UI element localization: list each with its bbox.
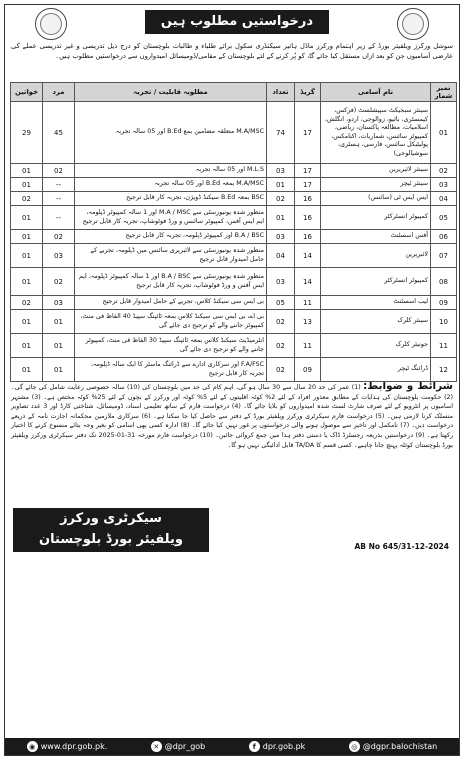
table-row (11, 206, 457, 230)
social-link[interactable] (27, 741, 108, 752)
qualification-cell: M.A/MSC بمعہ B.Ed اور 05 سالہ تجربہ (75, 178, 267, 192)
signature-line-1: سیکرٹری ورکرز (60, 511, 162, 526)
social-label: dpr.gob.pk (262, 742, 306, 751)
post-cell: ایس ایس ٹی (سائنس) (321, 192, 431, 206)
terms-body: (1) عمر کی حد 20 سال سے 30 سال ہو گی، اہم کام کی حد میں بلوچستان کی (10) سالہ خصوصی رعایت شامل کی جائے گی۔ (2) حکومت بلوچستان کی ہدایات کے مطابق معذور افراد کے لئے 2% کوٹہ اقلیتوں کے لئے 5% کوٹہ اور ورکرز کے بچوں کے لئے 25% کوٹہ مختص ہے۔ (3) مشتہر اسامیوں پر انٹرویو کے لئے صرف شارٹ لسٹ شدہ امیدواروں کو بلایا جائے گا۔ (4) درخواست فارم کے ساتھ تعلیمی اسناد، ڈومیسائل، شناختی کارڈ اور 3 عدد تصاویر منسلک کرنا لازمی ہیں۔ (5) درخواست فارم سیکرٹری ورکرز ویلفیئر بورڈ کے دفتر سے حاصل کیا جا سکتا ہے۔ (6) سرکاری ملازمین محکمانہ اجازت نامہ کے ذریعے درخواست دیں۔ (7) نامکمل اور تاخیر سے موصول ہونے والی درخواستوں پر غور نہیں کیا جائے گا۔ (8) ادارہ کسی بھی اسامی کو بغیر وجہ بتائے منسوخ کرنے کا اختیار رکھتا ہے۔ (9) درخواستیں بذریعہ رجسٹرڈ ڈاک یا دستی دفتر ہذا میں جمع کروائی جائیں۔ (10) درخواست فارم مورخہ 31-01-2025 تک دفتر سیکرٹری ورکرز ویلفیئر بورڈ بلوچستان کوئٹہ پہنچ جانا چاہیے۔ کسی قسم کا TA/DA قابل ادائیگی نہیں ہو گا۔ (11, 384, 454, 449)
table-row (11, 192, 457, 206)
male-cell: 03 (43, 244, 75, 268)
page-title: درخواستیں مطلوب ہیں (145, 10, 329, 34)
grade-cell: 11 (295, 296, 321, 310)
header-female: خواتین (11, 83, 43, 102)
post-cell: جونیئر کلرک (321, 334, 431, 358)
male-cell: -- (43, 206, 75, 230)
advertisement-page (4, 4, 460, 756)
twitter-icon: ✕ (151, 741, 162, 752)
qualification-cell: F.A/FSC اور سرکاری ادارے سے ڈرائنگ ماسٹر کا ایک سالہ ڈپلومہ، تجربہ کار قابل ترجیح (75, 358, 267, 382)
post-cell: لیب اسسٹنٹ (321, 296, 431, 310)
serial-cell: 06 (431, 230, 457, 244)
ad-number: AB No 645/31-12-2024 (354, 542, 449, 551)
total-cell: 02 (267, 334, 295, 358)
serial-cell: 11 (431, 334, 457, 358)
post-cell: سینئر لائبریرین (321, 164, 431, 178)
header-male: مرد (43, 83, 75, 102)
serial-cell: 05 (431, 206, 457, 230)
total-cell: 03 (267, 164, 295, 178)
footer (5, 506, 459, 562)
post-cell: آفس اسسٹنٹ (321, 230, 431, 244)
header-serial: نمبر شمار (431, 83, 457, 102)
social-label: www.dpr.gob.pk. (40, 742, 108, 751)
post-cell: کمپیوٹر انسٹرکٹر (321, 206, 431, 230)
female-cell: 01 (11, 178, 43, 192)
serial-cell: 02 (431, 164, 457, 178)
post-cell: لائبریرین (321, 244, 431, 268)
table-row (11, 230, 457, 244)
qualification-cell: منظور شدہ یونیورسٹی سے B.A / BSC اور 1 سالہ کمپیوٹر ڈپلومہ، ایم ایس آفس و ورڈ فوٹوشاپ، تجربہ کار قابل ترجیح (75, 268, 267, 296)
table-row (11, 334, 457, 358)
male-cell: 01 (43, 358, 75, 382)
serial-cell: 07 (431, 244, 457, 268)
terms-title: شرائط و ضوابط: (363, 382, 453, 392)
total-cell: 05 (267, 296, 295, 310)
female-cell: 01 (11, 310, 43, 334)
male-cell: 03 (43, 296, 75, 310)
grade-cell: 16 (295, 230, 321, 244)
board-logo (397, 8, 429, 40)
grade-cell: 16 (295, 206, 321, 230)
qualification-cell: بی ایس سی سیکنڈ کلاس، تجربے کے حامل امیدوار قابل ترجیح (75, 296, 267, 310)
serial-cell: 12 (431, 358, 457, 382)
table-header-row (11, 83, 457, 102)
post-cell: سینئر ٹیچر (321, 178, 431, 192)
table-row (11, 296, 457, 310)
qualification-cell: انٹرمیڈیٹ سیکنڈ کلاس بمعہ ٹائپنگ سپیڈ 30 الفاظ فی منٹ، کمپیوٹر جاننے والے کو ترجیح دی جائے گی (75, 334, 267, 358)
social-link[interactable] (151, 741, 206, 752)
table-row (11, 358, 457, 382)
qualification-cell: منظور شدہ یونیورسٹی سے لائبریری سائنس میں ڈپلومہ، تجربے کے حامل امیدوار قابل ترجیح (75, 244, 267, 268)
total-cell: 04 (267, 244, 295, 268)
post-cell: کمپیوٹر انسٹرکٹر (321, 268, 431, 296)
qualification-cell: B.A / BSC اور کمپیوٹر ڈپلومہ، تجربہ کار قابل ترجیح (75, 230, 267, 244)
grade-cell: 11 (295, 334, 321, 358)
instagram-icon: ◎ (349, 741, 360, 752)
table-row (11, 178, 457, 192)
serial-cell: 01 (431, 102, 457, 164)
signature-line-2: ویلفیئر بورڈ بلوچستان (39, 532, 183, 547)
qualification-cell: M.A/MSC متعلقہ مضامین بمع B.Ed اور 05 سالہ تجربہ (75, 102, 267, 164)
total-cell: 02 (267, 310, 295, 334)
serial-cell: 10 (431, 310, 457, 334)
terms-section (5, 382, 459, 506)
total-cell: 74 (267, 102, 295, 164)
grade-cell: 09 (295, 358, 321, 382)
female-cell: 29 (11, 102, 43, 164)
qualification-cell: M.L.S اور 05 سالہ تجربہ (75, 164, 267, 178)
female-cell: 01 (11, 244, 43, 268)
header-total: تعداد (267, 83, 295, 102)
male-cell: 02 (43, 268, 75, 296)
table-row (11, 244, 457, 268)
male-cell: 02 (43, 164, 75, 178)
social-bar (5, 738, 459, 755)
female-cell: 01 (11, 334, 43, 358)
post-cell: سینئر سبجیکٹ سپیشلسٹ (فزکس، کیمسٹری، بائیو، زوالوجی، اردو، انگلش، اسلامیات، مطالعہ پاکستان، ریاضی، کمپیوٹر سائنس، شماریات، اکنامکس، پولیٹیکل سائنس، فارسی، ہسٹری، سوشیالوجی) (321, 102, 431, 164)
social-link[interactable] (349, 741, 437, 752)
header-qualification: مطلوبہ قابلیت / تجربہ (75, 83, 267, 102)
grade-cell: 17 (295, 102, 321, 164)
globe-icon: ◉ (27, 741, 38, 752)
serial-cell: 03 (431, 178, 457, 192)
male-cell: -- (43, 178, 75, 192)
social-label: @dgpr.balochistan (362, 742, 438, 751)
grade-cell: 16 (295, 192, 321, 206)
serial-cell: 09 (431, 296, 457, 310)
male-cell: 02 (43, 230, 75, 244)
facebook-icon: f (249, 741, 260, 752)
female-cell: 02 (11, 192, 43, 206)
vacancies-table (10, 82, 457, 382)
table-row (11, 268, 457, 296)
total-cell: 03 (267, 268, 295, 296)
grade-cell: 17 (295, 164, 321, 178)
female-cell: 02 (11, 296, 43, 310)
table-row (11, 164, 457, 178)
female-cell: 01 (11, 268, 43, 296)
grade-cell: 17 (295, 178, 321, 192)
female-cell: 01 (11, 164, 43, 178)
grade-cell: 14 (295, 244, 321, 268)
social-label: @dpr_gob (164, 742, 206, 751)
grade-cell: 13 (295, 310, 321, 334)
post-cell: سینئر کلرک (321, 310, 431, 334)
social-link[interactable] (249, 741, 306, 752)
government-logo (35, 8, 67, 40)
total-cell: 02 (267, 192, 295, 206)
header-post: نام آسامی (321, 83, 431, 102)
male-cell: 01 (43, 334, 75, 358)
total-cell: 01 (267, 206, 295, 230)
male-cell: 45 (43, 102, 75, 164)
signature-box (13, 508, 209, 552)
post-cell: ڈرائنگ ٹیچر (321, 358, 431, 382)
table-row (11, 102, 457, 164)
serial-cell: 08 (431, 268, 457, 296)
male-cell: 01 (43, 310, 75, 334)
intro-text: سوشل ورکرز ویلفیئر بورڈ کے زیر اہتمام ورکرز ماڈل ہائیر سیکنڈری سکول برائے طلباء و طالبات بلوچستان کو درج ذیل تدریسی و غیر تدریسی عملے کی عارضی آسامیوں جن کو بعد ازاں مستقل کیا جائے گا، کو پُر کرنے کے لئے بلوچستان کے مقامی/ڈومیسائل امیدواروں سے درخواستیں مطلوب ہیں۔ (11, 42, 453, 60)
qualification-cell: بی اے، بی ایس سی سیکنڈ کلاس بمعہ ٹائپنگ سپیڈ 40 الفاظ فی منٹ، کمپیوٹر جاننے والے کو ترجیح دی جائے گی (75, 310, 267, 334)
female-cell: 01 (11, 230, 43, 244)
total-cell: 01 (267, 178, 295, 192)
female-cell: 01 (11, 358, 43, 382)
grade-cell: 14 (295, 268, 321, 296)
table-row (11, 310, 457, 334)
header-grade: گریڈ (295, 83, 321, 102)
female-cell: 01 (11, 206, 43, 230)
header (5, 5, 459, 41)
total-cell: 03 (267, 230, 295, 244)
serial-cell: 04 (431, 192, 457, 206)
qualification-cell: منظور شدہ یونیورسٹی سے M.A / MSC اور 1 سالہ کمپیوٹر ڈپلومہ، ایم ایس آفس، کمپیوٹر سائنس و ورڈ فوٹوشاپ، تجربہ کار قابل ترجیح (75, 206, 267, 230)
total-cell: 02 (267, 358, 295, 382)
male-cell: -- (43, 192, 75, 206)
qualification-cell: BSC بمعہ B.Ed سیکنڈ ڈویژن، تجربہ کار قابل ترجیح (75, 192, 267, 206)
